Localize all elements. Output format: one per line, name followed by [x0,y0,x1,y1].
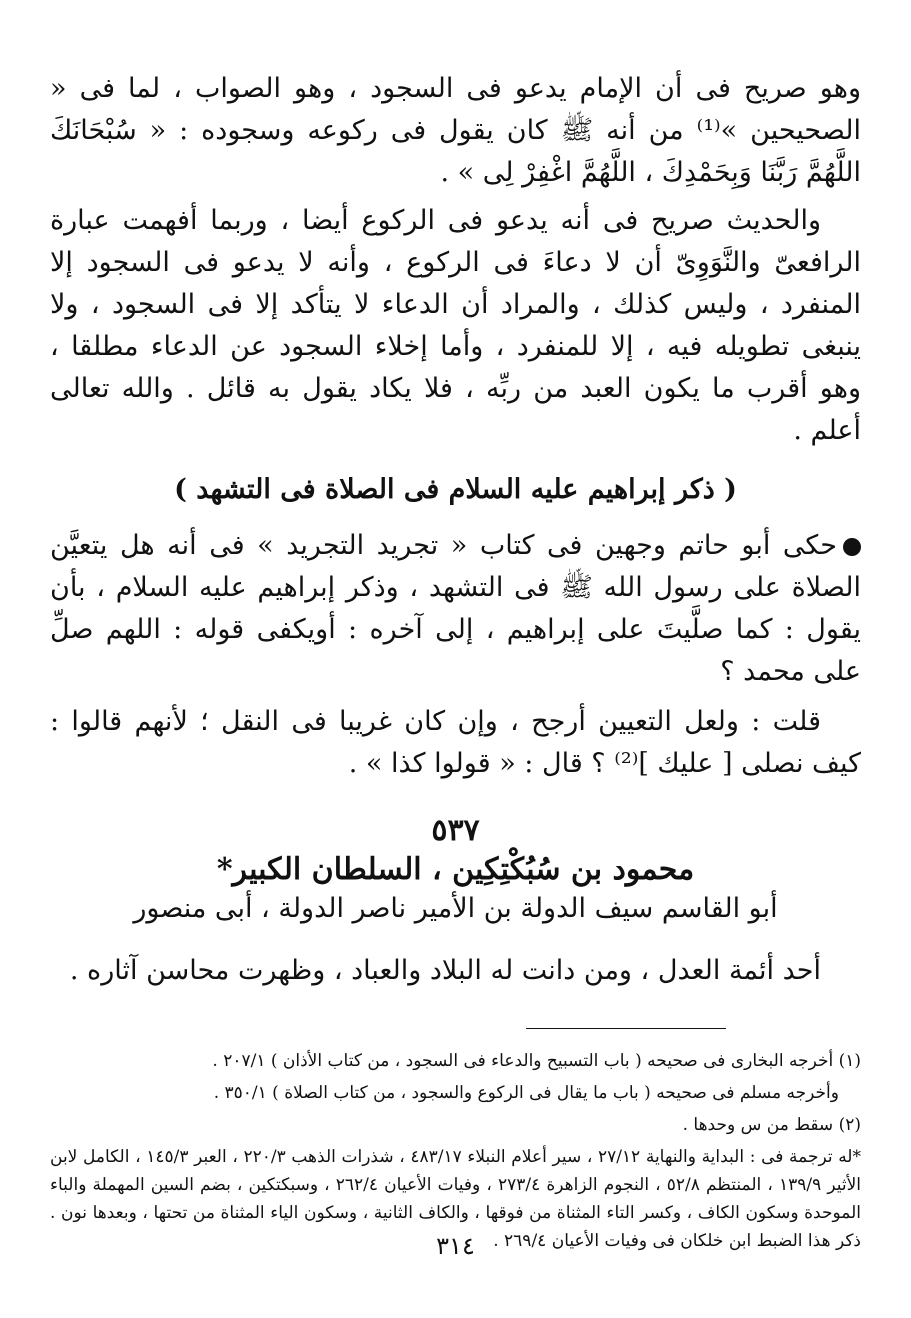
footnote-1-continued: وأخرجه مسلم فى صحيحه ( باب ما يقال فى الركوع والسجود ، من كتاب الصلاة ) ٣٥٠/١ . [213,1083,839,1103]
paragraph-2: والحديث صريح فى أنه يدعو فى الركوع أيضا ، وربما أفهمت عبارة الرافعىّ والنَّوَوِىّ أن لا دعاءَ فى الركوع ، وأنه لا يدعو فى السجود إلا المنفرد ، وليس كذلك ، والمراد أن الدعاء لا يتأكد إلا فى السجود ، ولا ينبغى تطويله فيه ، إلا للمنفرد ، وأما إخلاء السجود عن الدعاء مطلقا ، وهو أقرب ما يكون العبد من ربِّه ، فلا يكاد يقول به قائل . والله تعالى أعلم . [50,205,861,446]
footnote-divider [526,1028,726,1029]
paragraph-3 [50,525,861,693]
paragraph-4: قلت : ولعل التعيين أرجح ، وإن كان غريبا فى النقل ؛ لأنهم قالوا : كيف نصلى [ عليك ]⁽²⁾ ؟ قال : « قولوا كذا » . [50,706,861,779]
section-heading: ( ذكر إبراهيم عليه السلام فى الصلاة فى التشهد ) [174,474,737,505]
bullet-icon [843,538,861,556]
entry-text: أحد أئمة العدل ، ومن دانت له البلاد والعباد ، وظهرت محاسن آثاره . [69,955,821,986]
page-number: ٣١٤ [436,1232,475,1260]
entry-subtitle: أبو القاسم سيف الدولة بن الأمير ناصر الدولة ، أبى منصور [133,893,778,924]
footnote-1: (١) أخرجه البخارى فى صحيحه ( باب التسبيح والدعاء فى السجود ، من كتاب الأذان ) ٢٠٧/١ . [212,1051,861,1071]
entry-number: ٥٣٧ [431,813,480,848]
footnote-biography: *له ترجمة فى : البداية والنهاية ٢٧/١٢ ، سير أعلام النبلاء ٤٨٣/١٧ ، شذرات الذهب ٢٢٠/٣ ، العبر ١٤٥/٣ ، الكامل لابن الأثير ١٣٩/٩ ، المنتظم ٥٢/٨ ، النجوم الزاهرة ٢٧٣/٤ ، وفيات الأعيان ٢٦٢/٤ ، وسبكتكين ، بضم السين المهملة والباء الموحدة وسكون الكاف ، وكسر التاء المثناة من فوقها ، والكاف الثانية ، وسكون الياء المثناة من تحتها ، وبعدها نون . ذكر هذا الضبط ابن خلكان فى وفيات الأعيان ٢٦٩/٤ . [50,1147,861,1251]
paragraph-3-text: حكى أبو حاتم وجهين فى كتاب « تجريد التجريد » فى أنه هل يتعيَّن الصلاة على رسول الله ﷺ فى التشهد ، وذكر إبراهيم عليه السلام ، بأن يقول : كما صلَّيتَ على إبراهيم ، إلى آخره : أويكفى قوله : اللهم صلِّ على محمد ؟ [50,530,861,687]
footnote-2: (٢) سقط من س وحدها . [682,1115,861,1135]
paragraph-1: وهو صريح فى أن الإمام يدعو فى السجود ، وهو الصواب ، لما فى « الصحيحين »⁽¹⁾ من أنه ﷺ كان يقول فى ركوعه وسجوده : « سُبْحَانَكَ اللَّهُمَّ رَبَّنَا وَبِحَمْدِكَ ، اللَّهُمَّ اغْفِرْ لِى » . [50,73,861,188]
entry-title: محمود بن سُبُكْتِكِين ، السلطان الكبير* [216,852,695,887]
